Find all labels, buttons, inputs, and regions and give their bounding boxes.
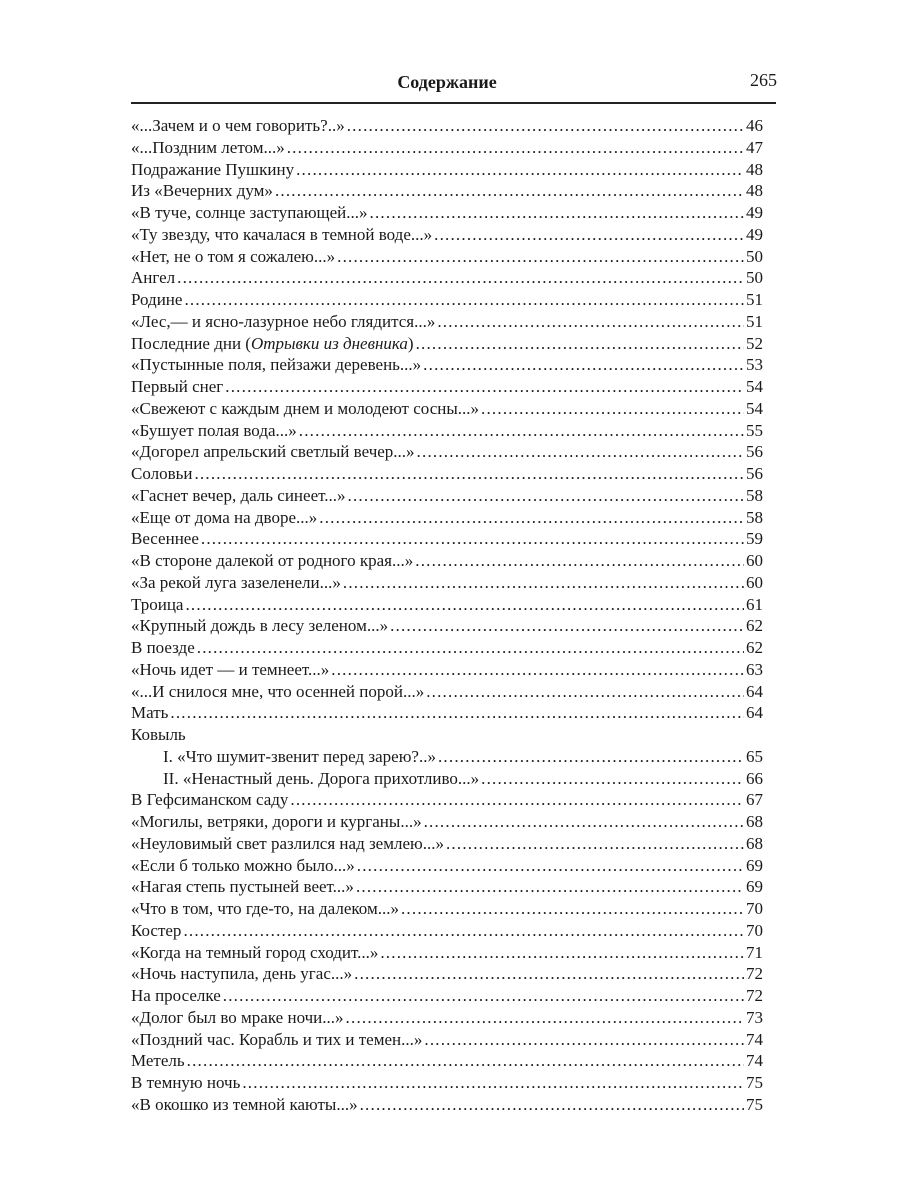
toc-entry-title-text: На проселке <box>131 986 221 1005</box>
toc-entry-title-text: Первый снег <box>131 377 224 396</box>
dot-leader <box>223 985 744 1007</box>
toc-entry-title <box>131 180 273 202</box>
toc-entry-title-text: «Поздний час. Корабль и тих и темен...» <box>131 1029 423 1049</box>
toc-entry-page: 67 <box>746 790 763 810</box>
toc-entry-title-text: «...Зачем и о чем говорить?..» <box>131 116 345 135</box>
dot-leader <box>331 659 744 681</box>
toc-entry <box>131 572 763 594</box>
dot-leader <box>354 963 744 985</box>
toc-entry-title-text: «Неуловимый свет разлился над землею...» <box>131 833 444 853</box>
toc-entry <box>131 528 763 550</box>
dot-leader <box>183 920 744 942</box>
toc-entry <box>131 963 763 985</box>
dot-leader <box>423 354 744 376</box>
dot-leader <box>346 1007 744 1029</box>
toc-entry <box>131 985 763 1007</box>
dot-leader <box>275 180 744 202</box>
toc-entry-title <box>131 789 288 811</box>
toc-entry-page: 63 <box>746 659 763 679</box>
toc-entry <box>131 159 763 181</box>
toc-entry-title-suffix: ) <box>407 333 414 353</box>
toc-entry-title-text: «Долог был во мраке ночи...» <box>131 1007 344 1027</box>
dot-leader <box>337 246 744 268</box>
table-of-contents <box>131 115 763 1116</box>
toc-entry <box>131 789 763 811</box>
toc-entry-page: 49 <box>746 224 763 244</box>
toc-entry-page: 48 <box>746 159 763 179</box>
toc-entry-title-text: «Свежеют с каждым днем и молодеют сосны...» <box>131 398 480 418</box>
toc-entry-page: 64 <box>746 681 763 701</box>
toc-entry-title-text: Ковыль <box>131 725 186 744</box>
toc-entry-title <box>131 550 413 572</box>
toc-entry-title <box>131 876 354 898</box>
toc-entry-title-text: «В туче, солнце заступающей...» <box>131 203 368 222</box>
toc-entry-page: 54 <box>746 377 763 396</box>
toc-entry <box>131 855 763 877</box>
toc-entry-page: 58 <box>746 485 763 505</box>
toc-entry-title <box>131 963 352 985</box>
toc-entry-title-text: «За рекой луга зазеленели...» <box>131 572 341 592</box>
toc-entry-title-text: I. «Что шумит-звенит перед зарею?..» <box>163 746 436 766</box>
toc-entry-title <box>131 398 479 420</box>
toc-entry-title-text: В темную ночь <box>131 1073 241 1092</box>
toc-entry-page: 75 <box>746 1094 763 1114</box>
toc-entry <box>131 876 763 898</box>
toc-entry <box>131 311 763 333</box>
toc-entry-title <box>131 376 223 398</box>
toc-entry <box>131 1094 763 1116</box>
toc-entry-title-text: «Крупный дождь в лесу зеленом...» <box>131 616 389 636</box>
dot-leader <box>299 420 744 442</box>
toc-entry-title-text: Последние дни ( <box>131 333 251 353</box>
dot-leader <box>417 441 744 463</box>
toc-entry-title-text: «Могилы, ветряки, дороги и курганы...» <box>131 812 422 831</box>
toc-entry <box>131 550 763 572</box>
toc-entry <box>131 1050 763 1072</box>
toc-entry-title <box>131 420 297 442</box>
toc-entry-title-text: «Ночь наступила, день угас...» <box>131 964 353 984</box>
toc-entry <box>131 202 763 224</box>
dot-leader <box>184 289 744 311</box>
toc-entry-page: 66 <box>746 768 763 788</box>
toc-entry-title-text: «...И снилося мне, что осенней порой...» <box>131 681 425 701</box>
toc-entry <box>131 594 763 616</box>
toc-entry-title <box>163 746 436 768</box>
toc-entry-page: 65 <box>746 746 763 766</box>
toc-entry-title <box>131 202 368 224</box>
dot-leader <box>370 202 744 224</box>
toc-entry-page: 62 <box>746 616 763 636</box>
dot-leader <box>415 550 744 572</box>
toc-entry-title <box>131 637 195 659</box>
toc-entry-title <box>131 267 175 289</box>
toc-entry-page: 51 <box>746 311 763 331</box>
toc-entry-title <box>131 528 199 550</box>
toc-entry-title-text: «Нагая степь пустыней веет...» <box>131 877 354 897</box>
toc-entry <box>131 180 763 202</box>
toc-entry-page: 74 <box>746 1051 763 1071</box>
toc-entry <box>131 942 763 964</box>
toc-entry-page: 70 <box>746 899 763 918</box>
toc-entry-title-text: Подражание Пушкину <box>131 159 295 179</box>
toc-entry-title-text: Метель <box>131 1051 185 1071</box>
toc-entry-title-text: «Если б только можно было...» <box>131 855 355 875</box>
toc-entry <box>131 485 763 507</box>
dot-leader <box>347 115 744 137</box>
dot-leader <box>177 267 744 289</box>
dot-leader <box>296 159 744 181</box>
toc-entry-title <box>131 659 329 681</box>
toc-entry-title-text: Костер <box>131 920 182 940</box>
page-number: 265 <box>750 70 777 90</box>
toc-entry-page: 58 <box>746 507 763 527</box>
toc-entry <box>131 702 763 724</box>
toc-entry-title <box>131 920 181 942</box>
toc-entry-page: 48 <box>746 181 763 201</box>
toc-entry <box>131 768 763 790</box>
toc-entry-title-text: «Лес,— и ясно-лазурное небо глядится...» <box>131 311 436 331</box>
toc-entry <box>131 246 763 268</box>
toc-entry-title-text: Ангел <box>131 268 176 288</box>
toc-entry-title <box>131 463 192 485</box>
toc-entry <box>131 681 763 703</box>
toc-entry <box>131 898 763 920</box>
dot-leader <box>225 376 744 398</box>
toc-entry-page: 51 <box>746 290 763 309</box>
toc-entry <box>131 333 763 355</box>
dot-leader <box>424 1029 744 1051</box>
toc-entry-title <box>131 855 355 877</box>
toc-entry-title <box>131 1094 358 1116</box>
toc-entry-title <box>131 137 285 159</box>
dot-leader <box>170 702 744 724</box>
toc-entry-title <box>131 507 317 529</box>
toc-entry-page: 69 <box>746 855 763 875</box>
toc-entry-page: 49 <box>746 203 763 222</box>
toc-entry-title-text: «Бушует полая вода...» <box>131 420 297 440</box>
toc-entry-title <box>131 159 294 181</box>
toc-entry-title <box>131 942 378 964</box>
toc-entry-title-text: Мать <box>131 703 169 723</box>
toc-entry-title <box>131 594 183 616</box>
toc-entry-title <box>131 811 422 833</box>
toc-entry-title <box>131 985 221 1007</box>
dot-leader <box>438 746 744 768</box>
dot-leader <box>426 681 744 703</box>
toc-entry-page: 60 <box>746 551 763 570</box>
dot-leader <box>343 572 744 594</box>
toc-entry-title-text: «Нет, не о том я сожалею...» <box>131 246 336 266</box>
toc-entry-title <box>131 1072 240 1094</box>
toc-entry-title <box>131 681 424 703</box>
toc-entry-title-text: «В стороне далекой от родного края...» <box>131 551 414 570</box>
dot-leader <box>357 855 744 877</box>
toc-entry-page: 73 <box>746 1007 763 1027</box>
toc-entry-page: 68 <box>746 812 763 831</box>
toc-entry-title-text: «Когда на темный город сходит...» <box>131 942 379 962</box>
toc-entry <box>131 463 763 485</box>
toc-entry-title-text: В поезде <box>131 638 195 657</box>
toc-entry-title-text: Весеннее <box>131 529 199 549</box>
dot-leader <box>416 333 744 355</box>
toc-entry-title <box>163 768 479 790</box>
toc-entry-title-text: Троица <box>131 594 184 614</box>
toc-entry-title <box>131 289 182 311</box>
dot-leader <box>424 811 744 833</box>
toc-entry-title <box>131 833 444 855</box>
toc-entry-title <box>131 572 341 594</box>
dot-leader <box>201 528 744 550</box>
toc-entry-title-text: В Гефсиманском саду <box>131 790 289 810</box>
toc-entry <box>131 1072 763 1094</box>
toc-entry-title-text: Из «Вечерних дум» <box>131 181 273 201</box>
toc-entry-title <box>131 115 345 137</box>
toc-entry-title <box>131 333 414 355</box>
toc-entry <box>131 398 763 420</box>
dot-leader <box>437 311 744 333</box>
toc-entry <box>131 615 763 637</box>
toc-entry-title <box>131 354 421 376</box>
toc-entry-page: 50 <box>746 246 763 266</box>
toc-entry <box>131 289 763 311</box>
dot-leader <box>390 615 744 637</box>
toc-entry-page: 54 <box>746 398 763 418</box>
dot-leader <box>481 398 744 420</box>
toc-entry-title <box>131 1050 185 1072</box>
toc-entry-page: 62 <box>746 638 763 657</box>
toc-entry <box>131 507 763 529</box>
toc-entry-title <box>131 898 399 920</box>
toc-entry-title <box>131 1007 344 1029</box>
running-header <box>131 68 777 98</box>
toc-entry-title-text: II. «Ненастный день. Дорога прихотливо...» <box>163 768 480 788</box>
toc-entry-title-text: Соловьи <box>131 464 193 483</box>
toc-entry-title <box>131 1029 422 1051</box>
page-title: Содержание <box>397 72 497 92</box>
toc-entry-title-text: «Ночь идет — и темнеет...» <box>131 659 330 679</box>
dot-leader <box>185 594 744 616</box>
toc-entry-page: 56 <box>746 442 763 462</box>
dot-leader <box>348 485 744 507</box>
toc-entry <box>131 833 763 855</box>
toc-entry <box>131 811 763 833</box>
toc-entry-page: 52 <box>746 333 763 353</box>
toc-entry <box>131 746 763 768</box>
toc-entry-page: 69 <box>746 877 763 897</box>
toc-entry-page: 72 <box>746 964 763 984</box>
toc-entry <box>131 354 763 376</box>
toc-entry-page: 47 <box>746 137 763 157</box>
dot-leader <box>187 1050 744 1072</box>
dot-leader <box>319 507 744 529</box>
dot-leader <box>481 768 744 790</box>
toc-entry-title <box>131 246 335 268</box>
dot-leader <box>287 137 744 159</box>
toc-entry-page: 71 <box>746 942 763 962</box>
toc-entry <box>131 137 763 159</box>
dot-leader <box>434 224 744 246</box>
toc-entry <box>131 1029 763 1051</box>
toc-entry-title-text: «Пустынные поля, пейзажи деревень...» <box>131 355 422 375</box>
toc-entry-page: 64 <box>746 703 763 723</box>
dot-leader <box>446 833 744 855</box>
toc-entry-title <box>131 724 186 746</box>
toc-entry-page: 55 <box>746 420 763 440</box>
dot-leader <box>290 789 744 811</box>
toc-entry-page: 60 <box>746 572 763 592</box>
toc-entry-title <box>131 224 432 246</box>
toc-entry-title-text: «Что в том, что где-то, на далеком...» <box>131 899 399 918</box>
toc-entry-page: 70 <box>746 920 763 940</box>
toc-entry-title <box>131 311 435 333</box>
toc-entry-page: 59 <box>746 529 763 549</box>
toc-entry <box>131 659 763 681</box>
toc-entry <box>131 420 763 442</box>
toc-entry <box>131 224 763 246</box>
toc-entry-subtitle-italic: Отрывки из дневника <box>250 333 408 353</box>
toc-entry <box>131 1007 763 1029</box>
toc-entry-page: 53 <box>746 355 763 375</box>
toc-entry <box>131 441 763 463</box>
toc-entry-title-text: «Гаснет вечер, даль синеет...» <box>131 485 346 505</box>
toc-entry-title <box>131 485 346 507</box>
toc-entry-page: 56 <box>746 464 763 483</box>
toc-entry-title-text: «Догорел апрельский светлый вечер...» <box>131 442 415 462</box>
toc-entry-title-text: Родине <box>131 290 183 309</box>
toc-entry <box>131 267 763 289</box>
dot-leader <box>380 942 744 964</box>
dot-leader <box>242 1072 744 1094</box>
toc-entry-page: 50 <box>746 268 763 288</box>
toc-entry-title <box>131 441 415 463</box>
toc-entry-title-text: «...Поздним летом...» <box>131 137 285 157</box>
toc-entry-title <box>131 702 168 724</box>
toc-entry-page: 75 <box>746 1073 763 1092</box>
toc-entry <box>131 920 763 942</box>
header-rule <box>131 102 776 104</box>
toc-entry-title-text: «В окошко из темной каюты...» <box>131 1094 358 1114</box>
dot-leader <box>356 876 744 898</box>
toc-entry-page: 74 <box>746 1029 763 1049</box>
dot-leader <box>360 1094 744 1116</box>
toc-entry-title-text: «Еще от дома на дворе...» <box>131 507 318 527</box>
dot-leader <box>194 463 744 485</box>
toc-entry-title <box>131 615 388 637</box>
toc-entry-page: 46 <box>746 116 763 135</box>
toc-entry-page: 61 <box>746 594 763 614</box>
toc-entry-page: 68 <box>746 833 763 853</box>
toc-entry <box>131 115 763 137</box>
toc-entry <box>131 724 763 746</box>
toc-entry-page: 72 <box>746 986 763 1005</box>
dot-leader <box>197 637 744 659</box>
toc-entry <box>131 376 763 398</box>
toc-entry <box>131 637 763 659</box>
dot-leader <box>401 898 744 920</box>
toc-entry-title-text: «Ту звезду, что качалася в темной воде...» <box>131 224 433 244</box>
